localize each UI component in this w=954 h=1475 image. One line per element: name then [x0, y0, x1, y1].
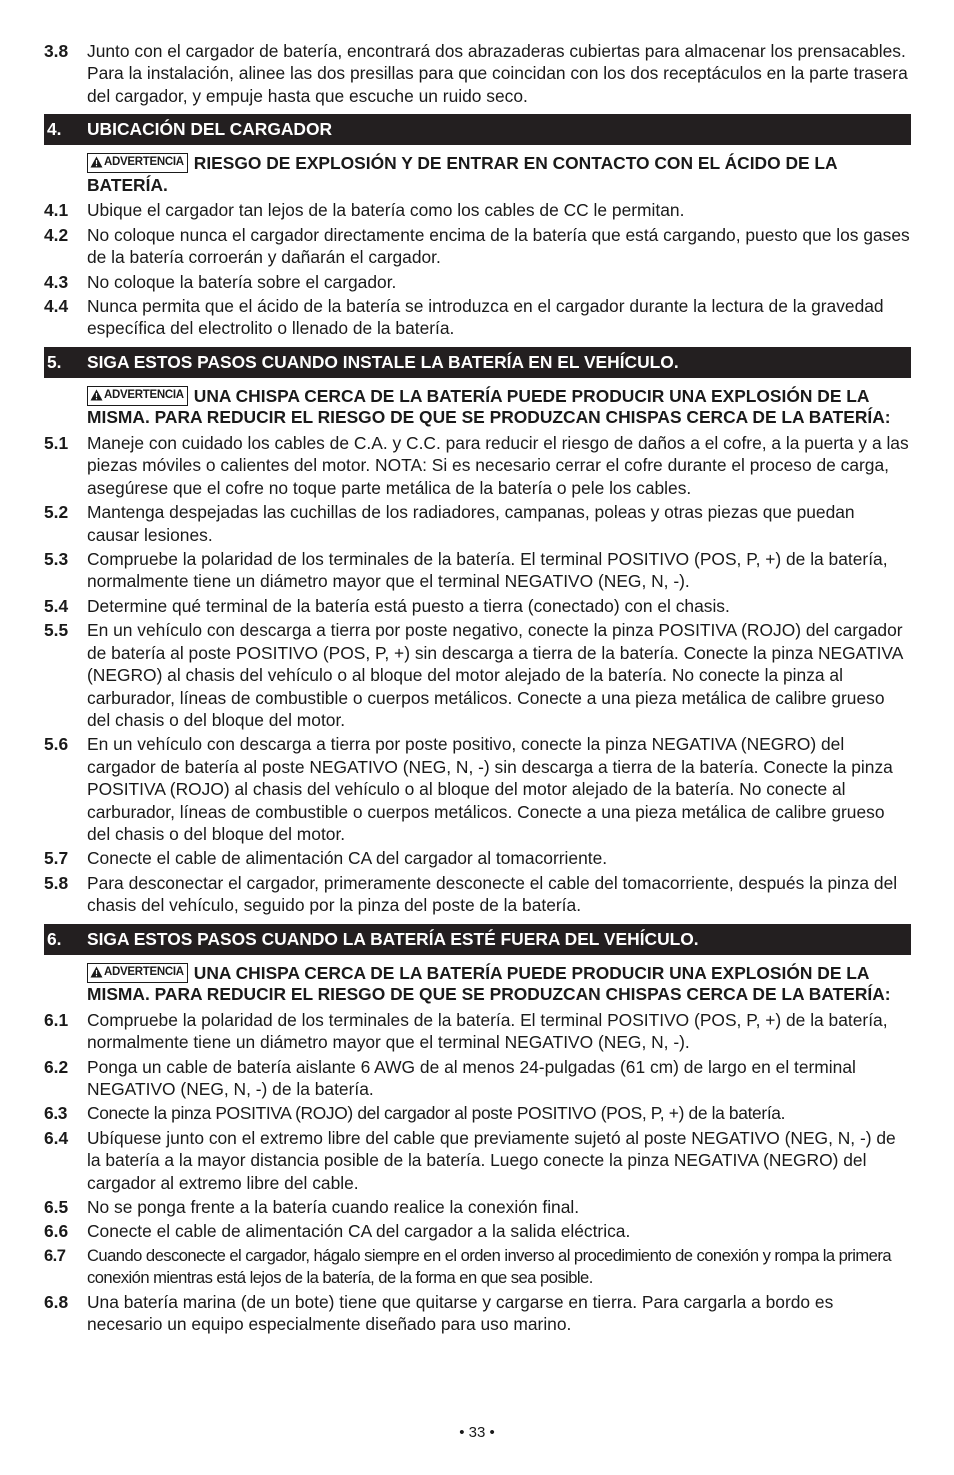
item-number: 4.4: [44, 296, 69, 317]
list-item: [44, 595, 911, 617]
warning-text: UNA CHISPA CERCA DE LA BATERÍA PUEDE PRODUCIR UNA EXPLOSIÓN DE LA MISMA. PARA REDUCIR EL RIESGO DE QUE SE PRODUZCAN CHISPAS CERCA DE LA BATERÍA:: [87, 962, 891, 1005]
list-item: [44, 501, 911, 546]
manual-page: [44, 40, 911, 1338]
page-number: • 33 •: [459, 1424, 495, 1441]
item-text: En un vehículo con descarga a tierra por poste positivo, conecte la pinza NEGATIVA (NEGRO) del cargador de batería al poste NEGATIVO (NEG, N, -) sin descarga a tierra de la batería. Conecte la pinza POSITIVA (ROJO) al chasis del vehículo o al bloque del motor alejado de la batería. No conecte al carburador, líneas de combustible o cuerpos metálicos. Conecte a una pieza metálica de calibre grueso del chasis o del bloque del motor.: [87, 734, 893, 844]
list-item: [44, 619, 911, 731]
list-item: [44, 224, 911, 269]
item-text: No se ponga frente a la batería cuando realice la conexión final.: [87, 1197, 580, 1217]
list-item: [44, 432, 911, 499]
section-title: UBICACIÓN DEL CARGADOR: [87, 119, 333, 140]
item-text: Junto con el cargador de batería, encontrará dos abrazaderas cubiertas para almacenar los prensacables. Para la instalación, alinee las dos presillas para que coincidan con los dos receptáculos en la parte trasera del cargador, y empuje hasta que escuche un ruido seco.: [87, 41, 908, 106]
item-number: 5.4: [44, 595, 69, 616]
list-item: [44, 1245, 911, 1289]
item-text: Compruebe la polaridad de los terminales de la batería. El terminal POSITIVO (POS, P, +) de la batería, normalmente tiene un diámetro mayor que el terminal NEGATIVO (NEG, N, -).: [87, 1009, 888, 1053]
item-number: 6.5: [44, 1197, 69, 1217]
item-number: 6.7: [44, 1245, 66, 1265]
item-number: 5.8: [44, 872, 69, 893]
list-item: [44, 1056, 911, 1101]
item-number: 6.3: [44, 1103, 68, 1124]
item-number: 4.2: [44, 224, 69, 245]
list-item: [44, 40, 911, 107]
list-item: [44, 295, 911, 340]
list-item: [44, 1009, 911, 1054]
item-number: 5.6: [44, 734, 69, 755]
item-number: 5.5: [44, 620, 69, 641]
warning-badge-label: ADVERTENCIA: [104, 388, 184, 401]
item-number: 4.3: [44, 271, 69, 292]
list-item: [44, 271, 911, 293]
item-number: 5.1: [44, 433, 69, 454]
item-text: No coloque nunca el cargador directamente encima de la batería que está cargando, puesto que los gases de la batería corroerán y dañarán el cargador.: [87, 224, 910, 268]
warning-block: [44, 153, 911, 196]
list-item: [44, 872, 911, 917]
warning-badge: [87, 963, 188, 983]
list-item: [44, 1127, 911, 1194]
warning-badge-label: ADVERTENCIA: [104, 965, 184, 978]
item-number: 3.8: [44, 41, 69, 61]
item-text: Una batería marina (de un bote) tiene que quitarse y cargarse en tierra. Para cargarla a bordo es necesario un equipo especialmente diseñado para uso marino.: [87, 1291, 834, 1335]
item-text: Determine qué terminal de la batería está puesto a tierra (conectado) con el chasis.: [87, 595, 730, 616]
item-text: Maneje con cuidado los cables de C.A. y C.C. para reducir el riesgo de daños a el cofre, a la puerta y a las piezas móviles o calientes del motor. NOTA: Si es necesario cerrar el cofre durante el proceso de carga, asegúrese que el cofre no toque parte metálica de la batería o pele los cables.: [87, 433, 909, 498]
list-item: [44, 733, 911, 845]
warning-badge: [87, 386, 188, 406]
list-item: [44, 847, 911, 869]
item-text: Cuando desconecte el cargador, hágalo siempre en el orden inverso al procedimiento de conexión y rompa la primera conexión mientras está lejos de la batería, de la forma en que sea posible.: [87, 1245, 891, 1287]
item-text: Mantenga despejadas las cuchillas de los radiadores, campanas, poleas y otras piezas que puedan causar lesiones.: [87, 502, 855, 545]
item-number: 6.4: [44, 1127, 69, 1148]
warning-triangle-icon: [90, 389, 103, 401]
list-item: [44, 1220, 911, 1242]
section-number: 4.: [47, 119, 62, 140]
list-item: [44, 1102, 911, 1124]
warning-block: [44, 386, 911, 429]
item-text: No coloque la batería sobre el cargador.: [87, 271, 397, 292]
item-number: 5.7: [44, 848, 69, 869]
item-number: 5.3: [44, 549, 69, 570]
item-text: Ubíquese junto con el extremo libre del cable que previamente sujetó al poste NEGATIVO (NEG, N, -) de la batería a la mayor distancia posible de la batería. Luego conecte la pinza NEGATIVA (NEGRO) del cargador al extremo libre del cable.: [87, 1127, 896, 1193]
item-text: Conecte la pinza POSITIVA (ROJO) del cargador al poste POSITIVO (POS, P, +) de la batería.: [87, 1103, 786, 1124]
item-text: Ubique el cargador tan lejos de la batería como los cables de CC le permitan.: [87, 200, 685, 221]
item-number: 6.6: [44, 1221, 69, 1242]
item-text: Conecte el cable de alimentación CA del cargador al tomacorriente.: [87, 848, 608, 869]
item-number: 6.2: [44, 1056, 69, 1077]
item-text: Nunca permita que el ácido de la batería se introduzca en el cargador durante la lectura de la gravedad específica del electrolito o llenado de la batería.: [87, 296, 884, 339]
item-text: Ponga un cable de batería aislante 6 AWG de al menos 24-pulgadas (61 cm) de largo en el terminal NEGATIVO (NEG, N, -) de la batería.: [87, 1056, 856, 1099]
warning-block: [44, 963, 911, 1006]
item-text: Compruebe la polaridad de los terminales de la batería. El terminal POSITIVO (POS, P, +) de la batería, normalmente tiene un diámetro mayor que el terminal NEGATIVO (NEG, N, -).: [87, 549, 888, 592]
list-item: [44, 548, 911, 593]
item-number: 4.1: [44, 200, 69, 221]
item-text: En un vehículo con descarga a tierra por poste negativo, conecte la pinza POSITIVA (ROJO) del cargador de batería al poste POSITIVO (POS, P, +) sin descarga a tierra de la batería. Conecte la pinza NEGATIVA (NEGRO) al chasis del vehículo o al bloque del motor alejado de la batería. No conecte la pinza al carburador, líneas de combustible o cuerpos metálicos. Conecte a una pieza metálica de calibre grueso del chasis o del bloque del motor.: [87, 620, 903, 730]
list-item: [44, 1196, 911, 1218]
list-item: [44, 1291, 911, 1336]
list-item: [44, 199, 911, 221]
item-number: 5.2: [44, 502, 69, 523]
warning-triangle-icon: [90, 156, 103, 168]
item-text: Para desconectar el cargador, primeramente desconecte el cable del tomacorriente, después la pinza del chasis del vehículo, seguido por la pinza del poste de la batería.: [87, 872, 898, 916]
section-title: SIGA ESTOS PASOS CUANDO INSTALE LA BATERÍA EN EL VEHÍCULO.: [87, 351, 679, 372]
warning-text: RIESGO DE EXPLOSIÓN Y DE ENTRAR EN CONTACTO CON EL ÁCIDO DE LA BATERÍA.: [87, 153, 837, 195]
section-title: SIGA ESTOS PASOS CUANDO LA BATERÍA ESTÉ FUERA DEL VEHÍCULO.: [87, 928, 699, 949]
warning-badge-label: ADVERTENCIA: [104, 156, 184, 169]
warning-badge: [87, 153, 188, 173]
section-header: [44, 924, 911, 955]
warning-text: UNA CHISPA CERCA DE LA BATERÍA PUEDE PRODUCIR UNA EXPLOSIÓN DE LA MISMA. PARA REDUCIR EL RIESGO DE QUE SE PRODUZCAN CHISPAS CERCA DE LA BATERÍA:: [87, 385, 891, 428]
warning-triangle-icon: [90, 966, 103, 978]
item-number: 6.8: [44, 1291, 69, 1312]
section-header: [44, 347, 911, 378]
item-number: 6.1: [44, 1009, 69, 1030]
section-header: [44, 114, 911, 145]
section-number: 6.: [47, 928, 62, 949]
item-text: Conecte el cable de alimentación CA del cargador a la salida eléctrica.: [87, 1221, 631, 1242]
section-number: 5.: [47, 351, 62, 372]
